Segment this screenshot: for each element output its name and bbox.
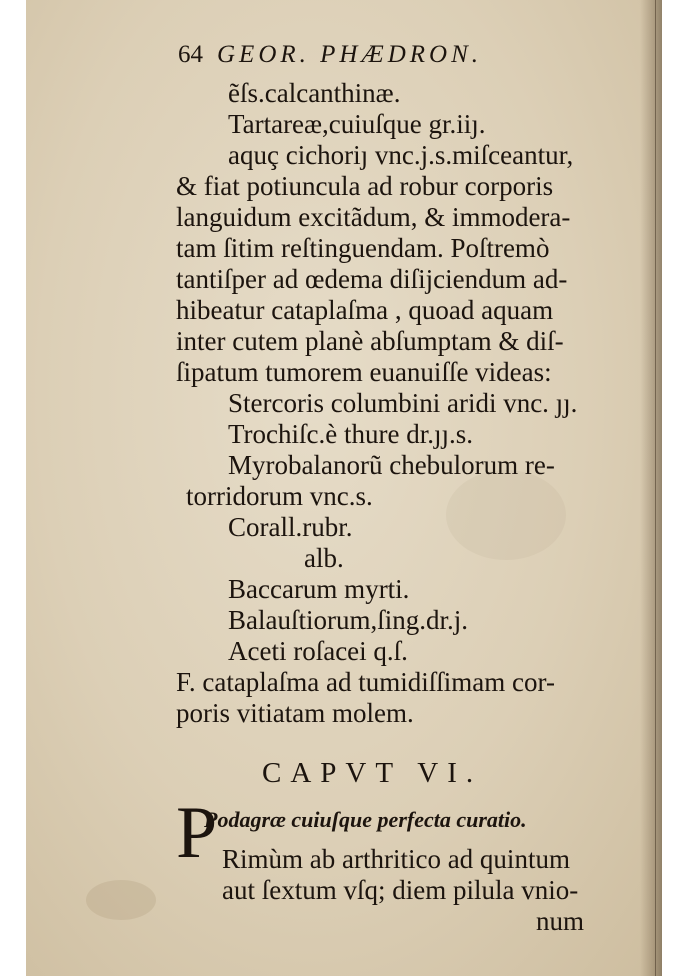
running-title: GEOR. PHÆDRON. bbox=[217, 41, 483, 68]
paper-stain bbox=[446, 470, 566, 560]
drop-cap: P bbox=[176, 792, 218, 874]
text-line: ẽſs.calcanthinæ. bbox=[228, 78, 401, 108]
text-line: & fiat potiuncula ad robur corporis bbox=[176, 171, 554, 201]
recipe-line: Stercoris columbini aridi vnc. ȷȷ. bbox=[228, 388, 578, 418]
text-line: languidum excitãdum, & immodera- bbox=[176, 202, 571, 232]
recipe-line: Corall.rubr. bbox=[228, 512, 353, 542]
text-line: ſipatum tumorem euanuiſſe videas: bbox=[176, 357, 552, 387]
recipe-line: Balauſtiorum,ſing.dr.j. bbox=[228, 605, 468, 635]
recipe-line: Myrobalanorũ chebulorum re- bbox=[228, 450, 555, 480]
text-line: tam ſitim reſtinguendam. Poſtremò bbox=[176, 233, 550, 263]
page-edge bbox=[655, 0, 656, 976]
recipe-line: torridorum vnc.s. bbox=[186, 481, 373, 511]
running-header bbox=[178, 40, 482, 70]
page-number: 64 bbox=[178, 41, 203, 68]
recipe-line: alb. bbox=[304, 543, 344, 573]
recipe-line: Trochiſc.è thure dr.ȷȷ.s. bbox=[228, 419, 473, 449]
recipe-line: Aceti roſacei q.ſ. bbox=[228, 636, 408, 666]
text-line: aquç cichoriȷ vnc.j.s.miſceantur, bbox=[228, 140, 574, 170]
text-line: hibeatur cataplaſma , quoad aquam bbox=[176, 295, 554, 325]
page-gutter bbox=[640, 0, 662, 976]
chapter-subtitle: Podagræ cuiuſque perfecta curatio. bbox=[204, 807, 527, 832]
text-line: F. cataplaſma ad tumidiſſimam cor- bbox=[176, 667, 555, 697]
text-line: Tartareæ,cuiuſque gr.iiȷ. bbox=[228, 109, 486, 139]
text-line: tantiſper ad œdema diſijciendum ad- bbox=[176, 264, 568, 294]
text-line: Rimùm ab arthritico ad quintum bbox=[222, 844, 570, 874]
recipe-line: Baccarum myrti. bbox=[228, 574, 410, 604]
catchword: num bbox=[536, 906, 585, 936]
text-line: poris vitiatam molem. bbox=[176, 698, 414, 728]
chapter-heading: CAPVT VI. bbox=[262, 757, 483, 789]
text-line: aut ſextum vſq; diem pilula vnio- bbox=[222, 875, 579, 905]
text-line: inter cutem planè abſumptam & diſ- bbox=[176, 326, 564, 356]
paper-stain bbox=[86, 880, 156, 920]
